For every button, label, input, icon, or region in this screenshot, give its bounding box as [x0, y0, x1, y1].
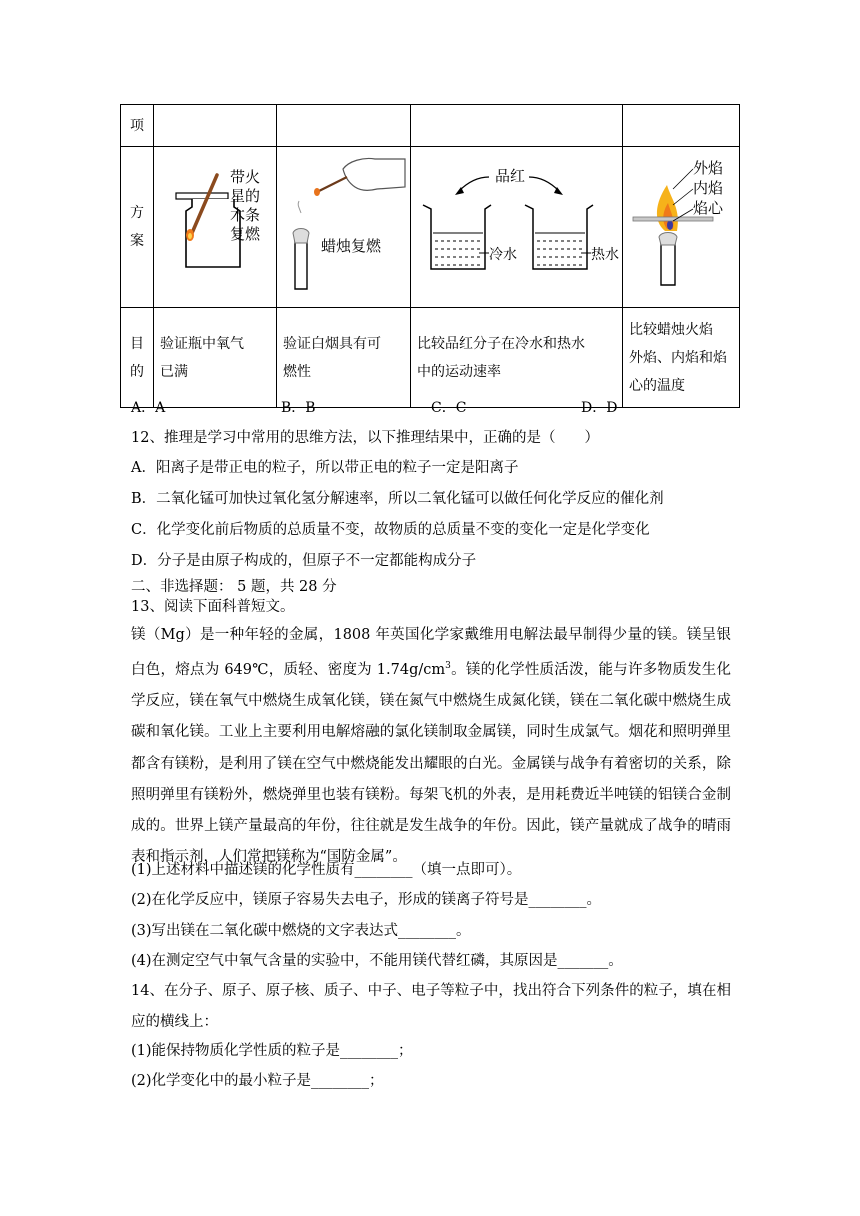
table-scheme-row [121, 147, 740, 308]
hot-water-beaker-icon [525, 205, 593, 269]
scheme-image-b [277, 147, 411, 308]
q14-sub-1: (1)能保持物质化学性质的粒子是________； [131, 1043, 413, 1059]
q11-option-d[interactable]: D．D [581, 400, 618, 416]
svg-text:冷水: 冷水 [489, 247, 517, 263]
purpose-a: 验证瓶中氧气 已满 [154, 308, 277, 408]
header-cell-a [154, 105, 277, 147]
svg-text:木条: 木条 [230, 206, 261, 224]
q12-option-b[interactable]: B．二氧化锰可加快过氧化氢分解速率，所以二氧化锰可以做任何化学反应的催化剂 [131, 491, 664, 507]
q14-stem: 14、在分子、原子、原子核、质子、中子、电子等粒子中，找出符合下列条件的粒子，填在相应的横线上： [131, 983, 731, 1030]
jar-splint-illustration [154, 147, 276, 297]
candle-relight-illustration [277, 147, 410, 297]
svg-text:星的: 星的 [230, 187, 261, 205]
experiment-table [120, 104, 740, 408]
purpose-d: 比较蜡烛火焰 外焰、内焰和焰 心的温度 [623, 308, 740, 408]
scheme-image-a [154, 147, 277, 308]
header-cell-item: 项 [121, 105, 154, 147]
q13-sub-3: (3)写出镁在二氧化碳中燃烧的文字表达式________。 [131, 923, 471, 939]
cold-water-beaker-icon [423, 205, 491, 269]
svg-text:内焰: 内焰 [693, 179, 724, 197]
q12-option-a[interactable]: A．阳离子是带正电的粒子，所以带正电的粒子一定是阳离子 [131, 460, 519, 476]
svg-text:品红: 品红 [495, 167, 526, 185]
hand-icon [343, 158, 405, 190]
header-cell-d [623, 105, 740, 147]
scheme-label: 方 案 [121, 147, 154, 308]
purpose-c: 比较品红分子在冷水和热水 中的运动速率 [411, 308, 623, 408]
svg-text:蜡烛复燃: 蜡烛复燃 [321, 237, 382, 255]
scheme-image-d [623, 147, 740, 308]
q13-sub-1: (1)上述材料中描述镁的化学性质有________（填一点即可）。 [131, 862, 522, 878]
match-stick-icon [633, 217, 713, 221]
table-header-row [121, 105, 740, 147]
svg-text:热水: 热水 [591, 247, 619, 263]
header-cell-c [411, 105, 623, 147]
q14-sub-2: (2)化学变化中的最小粒子是________； [131, 1073, 384, 1089]
q11-option-a[interactable]: A．A [131, 400, 166, 416]
q12-option-c[interactable]: C．化学变化前后物质的总质量不变，故物质的总质量不变的变化一定是化学变化 [131, 522, 650, 538]
q11-option-c[interactable]: C．C [431, 400, 467, 416]
q13-sub-2: (2)在化学反应中，镁原子容易失去电子，形成的镁离子符号是________。 [131, 892, 602, 908]
match-flame-icon [314, 188, 320, 196]
q12-stem: 12、推理是学习中常用的思维方法，以下推理结果中，正确的是（ ） [131, 430, 599, 446]
table-purpose-row [121, 308, 740, 408]
q11-option-b[interactable]: B．B [281, 400, 316, 416]
q13-stem: 13、阅读下面科普短文。 [131, 599, 295, 615]
header-cell-b [277, 105, 411, 147]
svg-text:焰心: 焰心 [693, 199, 724, 217]
scheme-image-c [411, 147, 623, 308]
section-heading: 二、非选择题： 5 题，共 28 分 [131, 579, 337, 595]
beakers-illustration [411, 147, 622, 297]
purpose-label: 目 的 [121, 308, 154, 408]
svg-text:复燃: 复燃 [230, 225, 261, 243]
svg-text:带火: 带火 [230, 168, 261, 186]
q12-option-d[interactable]: D．分子是由原子构成的，但原子不一定都能构成分子 [131, 553, 477, 569]
q13-sub-4: (4)在测定空气中氧气含量的实验中，不能用镁代替红磷，其原因是_______。 [131, 953, 623, 969]
q13-passage: 镁（Mg）是一种年轻的金属，1808 年英国化学家戴维用电解法最早制得少量的镁。镁呈银白色，熔点为 649℃，质轻、密度为 $1.74g/cm^3$。镁的化学性质活泼，能与许多物质发生化学反应，镁在氧气中燃烧生成氧化镁，镁在氮气中燃烧生成氮化镁，镁在二氧化碳中燃烧生成碳和氧化镁。工业上主要利用电解熔融的氯化镁制取金属镁，同时生成氯气。烟花和照明弹里都含有镁粉，是利用了镁在空气中燃烧能发出耀眼的白光。金属镁与战争有着密切的关系，除照明弹里有镁粉外，燃烧弹里也装有镁粉。每架飞机的外表，是用耗费近半吨镁的铝镁合金制成的。世界上镁产量最高的年份，往往就是发生战争的年份。因此，镁产量就成了战争的晴雨表和指示剂，人们常把镁称为“国防金属”。 [131, 627, 732, 866]
flame-layers-illustration [623, 147, 739, 297]
purpose-b: 验证白烟具有可 燃性 [277, 308, 411, 408]
svg-text:外焰: 外焰 [693, 159, 724, 177]
